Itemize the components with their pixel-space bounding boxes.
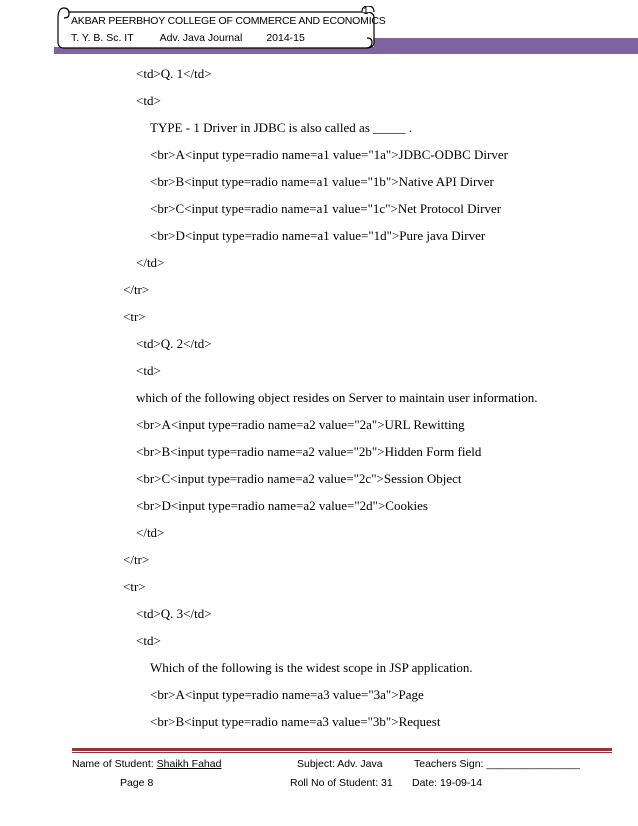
- footer-date: Date: 19-09-14: [412, 777, 483, 789]
- code-line: <br>B<input type=radio name=a3 value="3b">Request: [150, 714, 441, 729]
- code-line: <br>C<input type=radio name=a1 value="1c">Net Protocol Dirver: [150, 201, 502, 216]
- code-line: <br>B<input type=radio name=a2 value="2b">Hidden Form field: [136, 444, 482, 459]
- code-line: <tr>: [123, 579, 146, 594]
- header-accent-bar: [374, 38, 638, 54]
- code-line: <td>: [136, 93, 161, 108]
- roll-number: Roll No of Student: 31: [290, 777, 393, 789]
- code-line: </tr>: [123, 282, 150, 297]
- code-line: <br>C<input type=radio name=a2 value="2c">Session Object: [136, 471, 462, 486]
- college-name: AKBAR PEERBHOY COLLEGE OF COMMERCE AND ECONOMICS: [71, 15, 386, 27]
- student-name-value: Shaikh Fahad: [156, 758, 222, 770]
- code-line: </tr>: [123, 552, 150, 567]
- subject-label: Adv. Java Journal: [159, 32, 243, 44]
- header-course-line: [71, 32, 305, 44]
- code-line: <br>A<input type=radio name=a1 value="1a">JDBC-ODBC Dirver: [150, 147, 508, 162]
- footer-rule-thin: [72, 752, 612, 753]
- class-label: T. Y. B. Sc. IT: [71, 32, 134, 44]
- code-line: <br>B<input type=radio name=a1 value="1b">Native API Dirver: [150, 174, 494, 189]
- student-name-label: Name of Student:: [72, 758, 157, 770]
- code-line: <td>Q. 2</td>: [136, 336, 212, 351]
- code-line: <td>Q. 1</td>: [136, 66, 212, 81]
- student-name: [72, 758, 221, 770]
- page-tab-number: 1: [363, 6, 369, 17]
- code-line: TYPE - 1 Driver in JDBC is also called as _____ .: [150, 120, 413, 135]
- code-line: </td>: [136, 255, 165, 270]
- code-line: </td>: [136, 525, 165, 540]
- code-line: <br>D<input type=radio name=a2 value="2d">Cookies: [136, 498, 428, 513]
- code-line: <td>: [136, 363, 161, 378]
- code-line: <br>D<input type=radio name=a1 value="1d">Pure java Dirver: [150, 228, 486, 243]
- page-number: Page 8: [120, 777, 154, 789]
- code-line: <td>Q. 3</td>: [136, 606, 212, 621]
- code-line: <br>A<input type=radio name=a3 value="3a">Page: [150, 687, 424, 702]
- year-label: 2014-15: [266, 32, 305, 44]
- code-line: <tr>: [123, 309, 146, 324]
- code-line: <td>: [136, 633, 161, 648]
- code-line: which of the following object resides on Server to maintain user information.: [136, 390, 538, 405]
- footer-subject: Subject: Adv. Java: [297, 758, 383, 770]
- code-line: <br>A<input type=radio name=a2 value="2a">URL Rewitting: [136, 417, 465, 432]
- footer-rule: [72, 748, 612, 751]
- code-line: Which of the following is the widest scope in JSP application.: [150, 660, 473, 675]
- teacher-sign: Teachers Sign: ________________: [414, 758, 580, 770]
